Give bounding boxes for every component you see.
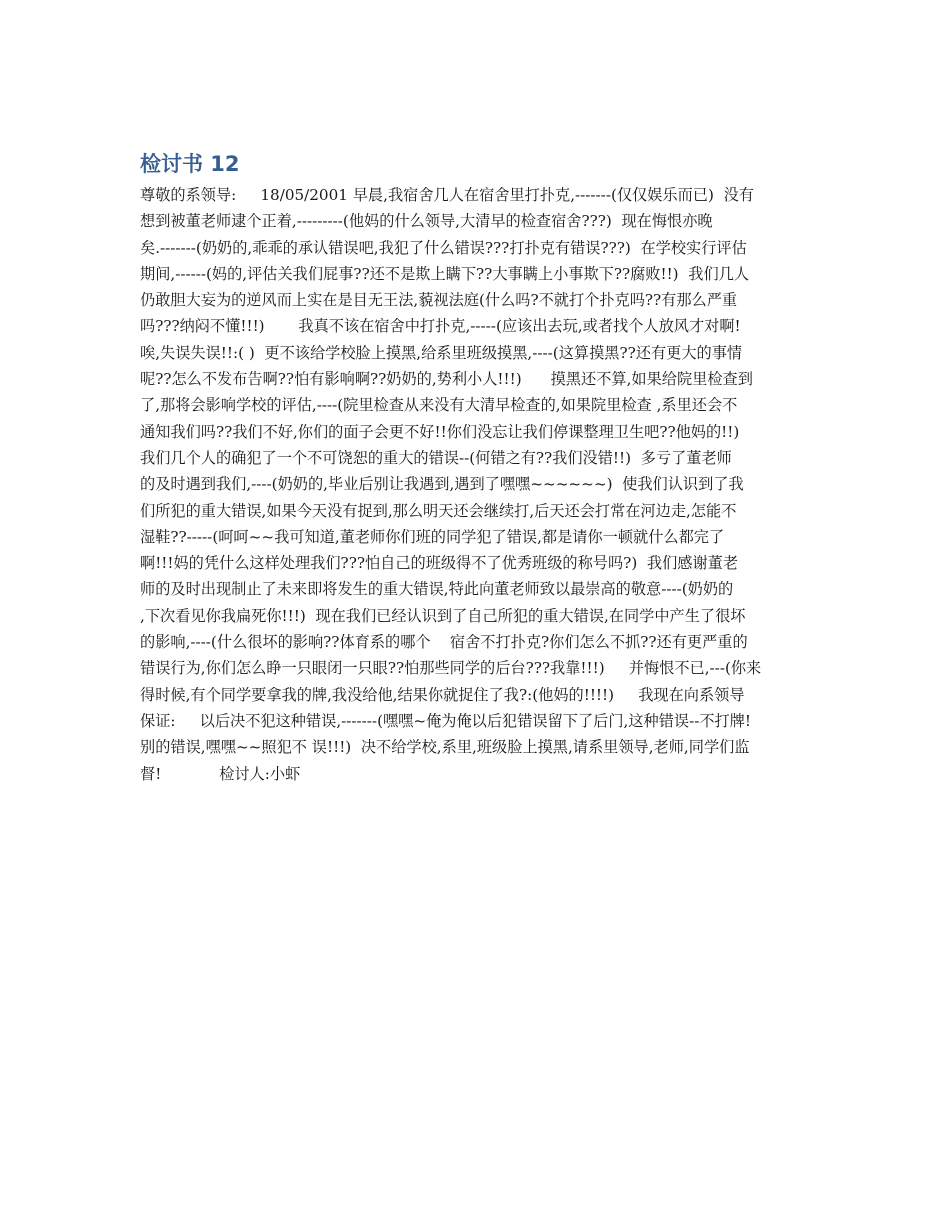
- body-line: 唉,失误失误!!:( ) 更不该给学校脸上摸黑,给系里班级摸黑,----(这算摸黑??还有更大的事情: [140, 343, 743, 362]
- document-body: [140, 182, 815, 787]
- body-line: 师的及时出现制止了未来即将发生的重大错误,特此向董老师致以最崇高的敬意----(奶奶的: [140, 580, 734, 599]
- body-line: ,下次看见你我扁死你!!!) 现在我们已经认识到了自己所犯的重大错误,在同学中产生了很坏: [140, 606, 746, 625]
- body-line: 错误行为,你们怎么睁一只眼闭一只眼??怕那些同学的后台???我靠!!!) 并悔恨不已,---(你来: [140, 659, 762, 678]
- body-line: 保证: 以后决不犯这种错误,-------(嘿嘿~俺为俺以后犯错误留下了后门,这种错误--不打牌!: [140, 711, 752, 730]
- body-line: 呢??怎么不发布告啊??怕有影响啊??奶奶的,势利小人!!!) 摸黑还不算,如果给院里检查到: [140, 370, 753, 389]
- body-line: 期间,------(妈的,评估关我们屁事??还不是欺上瞒下??大事瞒上小事欺下??腐败!!) 我们几人: [140, 264, 750, 283]
- body-line: 我们几个人的确犯了一个不可饶恕的重大的错误--(何错之有??我们没错!!) 多亏了董老师: [140, 448, 732, 467]
- body-line: 了,那将会影响学校的评估,----(院里检查从来没有大清早检查的,如果院里检查 ,系里还会不: [140, 396, 738, 415]
- body-line: 得时候,有个同学要拿我的牌,我没给他,结果你就捉住了我?:(他妈的!!!!) 我现在向系领导: [140, 685, 745, 704]
- body-line: 通知我们吗??我们不好,你们的面子会更不好!!你们没忘让我们停课整理卫生吧??他妈的!!): [140, 422, 740, 441]
- body-line: 的及时遇到我们,----(奶奶的,毕业后别让我遇到,遇到了嘿嘿~~~~~~) 使我们认识到了我: [140, 475, 744, 494]
- body-line: 仍敢胆大妄为的逆风而上实在是目无王法,藐视法庭(什么吗?不就打个扑克吗??有那么严重: [140, 291, 738, 310]
- body-line: 尊敬的系领导: 18/05/2001 早晨,我宿舍几人在宿舍里打扑克,-------(仅仅娱乐而已) 没有: [140, 186, 754, 204]
- body-line: 督! 检讨人:小虾: [140, 764, 301, 783]
- body-line: 矣.-------(奶奶的,乖乖的承认错误吧,我犯了什么错误???打扑克有错误???) 在学校实行评估: [140, 238, 747, 257]
- body-line: 别的错误,嘿嘿~~照犯不 误!!!) 决不给学校,系里,班级脸上摸黑,请系里领导,老师,同学们监: [140, 738, 750, 757]
- body-line: 吗???纳闷不懂!!!) 我真不该在宿舍中打扑克,-----(应该出去玩,或者找个人放风才对啊!: [140, 317, 741, 336]
- document-title: 检讨书 12: [140, 152, 240, 176]
- body-line: 想到被董老师逮个正着,---------(他妈的什么领导,大清早的检查宿舍???) 现在悔恨亦晚: [140, 212, 713, 231]
- body-line: 啊!!!妈的凭什么这样处理我们???怕自己的班级得不了优秀班级的称号吗?) 我们感谢董老: [140, 554, 739, 573]
- body-line: 的影响,----(什么很坏的影响??体育系的哪个 宿舍不打扑克?你们怎么不抓??还有更严重的: [140, 633, 748, 652]
- body-line: 湿鞋??-----(呵呵~~我可知道,董老师你们班的同学犯了错误,都是请你一顿就什么都完了: [140, 527, 725, 546]
- body-line: 们所犯的重大错误,如果今天没有捉到,那么明天还会继续打,后天还会打常在河边走,怎能不: [140, 501, 737, 520]
